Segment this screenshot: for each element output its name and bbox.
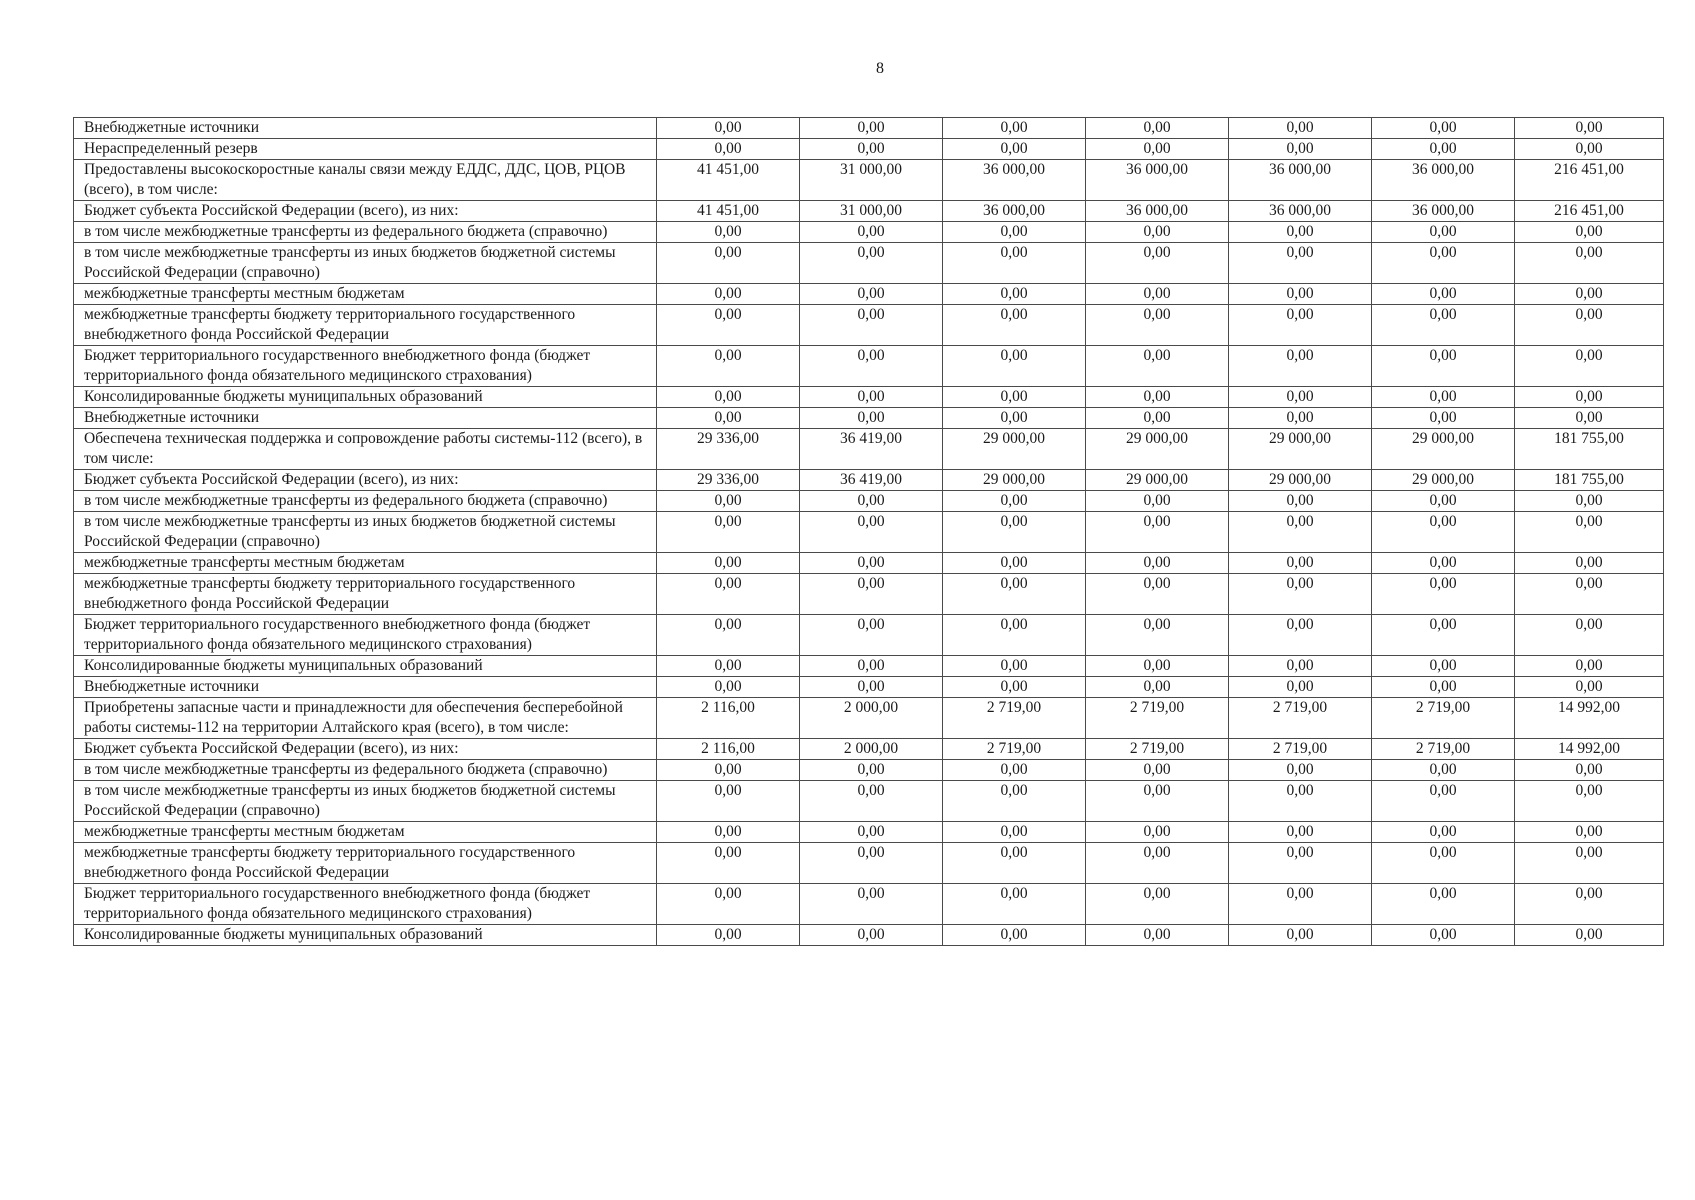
value-cell: 0,00 [943,843,1086,884]
total-cell: 0,00 [1515,243,1664,284]
value-cell: 0,00 [800,387,943,408]
value-cell: 0,00 [657,781,800,822]
value-cell: 0,00 [657,615,800,656]
table-row [74,346,1664,387]
table-row [74,760,1664,781]
value-cell: 29 336,00 [657,429,800,470]
table-row [74,284,1664,305]
value-cell: 0,00 [1086,656,1229,677]
value-cell: 2 000,00 [800,739,943,760]
budget-table-body [74,118,1664,946]
value-cell: 0,00 [1229,491,1372,512]
row-label: Бюджет территориального государственного внебюджетного фонда (бюджет территориального фонда обязательного медицинского страхования) [74,884,657,925]
table-row [74,139,1664,160]
value-cell: 0,00 [943,512,1086,553]
value-cell: 0,00 [1372,491,1515,512]
value-cell: 0,00 [1229,118,1372,139]
row-label: в том числе межбюджетные трансферты из федерального бюджета (справочно) [74,491,657,512]
value-cell: 0,00 [800,553,943,574]
table-row [74,925,1664,946]
value-cell: 0,00 [1086,574,1229,615]
value-cell: 0,00 [800,346,943,387]
value-cell: 0,00 [1229,781,1372,822]
row-label: Приобретены запасные части и принадлежности для обеспечения бесперебойной работы системы-112 на территории Алтайского края (всего), в том числе: [74,698,657,739]
value-cell: 0,00 [800,243,943,284]
value-cell: 0,00 [943,387,1086,408]
value-cell: 0,00 [1372,139,1515,160]
value-cell: 0,00 [1086,760,1229,781]
value-cell: 0,00 [1229,512,1372,553]
value-cell: 0,00 [1086,243,1229,284]
value-cell: 36 000,00 [943,201,1086,222]
value-cell: 0,00 [1229,760,1372,781]
value-cell: 0,00 [1229,305,1372,346]
row-label: Бюджет субъекта Российской Федерации (всего), из них: [74,739,657,760]
value-cell: 36 000,00 [1372,201,1515,222]
value-cell: 0,00 [1372,615,1515,656]
value-cell: 0,00 [657,305,800,346]
table-row [74,656,1664,677]
table-row [74,822,1664,843]
table-row [74,553,1664,574]
value-cell: 0,00 [657,491,800,512]
value-cell: 0,00 [657,387,800,408]
total-cell: 0,00 [1515,408,1664,429]
table-row [74,615,1664,656]
value-cell: 2 719,00 [1086,739,1229,760]
value-cell: 0,00 [800,408,943,429]
value-cell: 0,00 [657,243,800,284]
value-cell: 29 336,00 [657,470,800,491]
value-cell: 0,00 [657,822,800,843]
row-label: Бюджет территориального государственного внебюджетного фонда (бюджет территориального фонда обязательного медицинского страхования) [74,346,657,387]
value-cell: 0,00 [1372,656,1515,677]
value-cell: 0,00 [943,553,1086,574]
budget-table [73,117,1664,946]
value-cell: 0,00 [657,553,800,574]
table-row [74,408,1664,429]
value-cell: 0,00 [1372,305,1515,346]
value-cell: 0,00 [943,677,1086,698]
row-label: Консолидированные бюджеты муниципальных образований [74,925,657,946]
row-label: Бюджет субъекта Российской Федерации (всего), из них: [74,470,657,491]
value-cell: 0,00 [800,512,943,553]
value-cell: 0,00 [943,656,1086,677]
value-cell: 0,00 [1229,346,1372,387]
value-cell: 0,00 [800,305,943,346]
total-cell: 0,00 [1515,284,1664,305]
value-cell: 0,00 [800,222,943,243]
value-cell: 0,00 [943,346,1086,387]
total-cell: 0,00 [1515,222,1664,243]
value-cell: 0,00 [1086,408,1229,429]
value-cell: 0,00 [943,284,1086,305]
value-cell: 0,00 [1086,387,1229,408]
value-cell: 29 000,00 [943,470,1086,491]
table-row [74,843,1664,884]
total-cell: 0,00 [1515,574,1664,615]
total-cell: 14 992,00 [1515,739,1664,760]
total-cell: 0,00 [1515,346,1664,387]
table-row [74,387,1664,408]
table-row [74,491,1664,512]
value-cell: 36 000,00 [1229,160,1372,201]
value-cell: 2 719,00 [1372,739,1515,760]
value-cell: 0,00 [943,118,1086,139]
value-cell: 0,00 [1372,677,1515,698]
value-cell: 0,00 [657,284,800,305]
value-cell: 0,00 [1086,512,1229,553]
total-cell: 0,00 [1515,656,1664,677]
value-cell: 2 719,00 [943,739,1086,760]
value-cell: 0,00 [657,222,800,243]
value-cell: 0,00 [1372,387,1515,408]
value-cell: 36 000,00 [1372,160,1515,201]
value-cell: 36 419,00 [800,429,943,470]
value-cell: 0,00 [1372,574,1515,615]
value-cell: 0,00 [657,574,800,615]
value-cell: 0,00 [943,305,1086,346]
value-cell: 36 000,00 [943,160,1086,201]
value-cell: 0,00 [1229,677,1372,698]
value-cell: 2 116,00 [657,698,800,739]
value-cell: 0,00 [800,118,943,139]
total-cell: 14 992,00 [1515,698,1664,739]
row-label: Консолидированные бюджеты муниципальных образований [74,656,657,677]
value-cell: 29 000,00 [1229,470,1372,491]
total-cell: 0,00 [1515,512,1664,553]
value-cell: 0,00 [1229,615,1372,656]
row-label: в том числе межбюджетные трансферты из федерального бюджета (справочно) [74,222,657,243]
value-cell: 0,00 [800,884,943,925]
value-cell: 0,00 [943,139,1086,160]
total-cell: 0,00 [1515,884,1664,925]
row-label: в том числе межбюджетные трансферты из федерального бюджета (справочно) [74,760,657,781]
table-row [74,884,1664,925]
value-cell: 0,00 [1229,884,1372,925]
value-cell: 0,00 [1372,925,1515,946]
value-cell: 0,00 [1372,118,1515,139]
value-cell: 0,00 [1372,222,1515,243]
row-label: Обеспечена техническая поддержка и сопровождение работы системы-112 (всего), в том числе: [74,429,657,470]
table-row [74,470,1664,491]
value-cell: 0,00 [657,512,800,553]
value-cell: 0,00 [943,884,1086,925]
total-cell: 0,00 [1515,843,1664,884]
value-cell: 0,00 [1086,553,1229,574]
row-label: в том числе межбюджетные трансферты из иных бюджетов бюджетной системы Российской Федерации (справочно) [74,243,657,284]
value-cell: 0,00 [943,822,1086,843]
value-cell: 0,00 [1372,843,1515,884]
page-number: 8 [876,60,884,77]
value-cell: 0,00 [1086,615,1229,656]
value-cell: 0,00 [1086,491,1229,512]
value-cell: 0,00 [1086,222,1229,243]
value-cell: 0,00 [657,656,800,677]
budget-sheet [73,117,1663,946]
value-cell: 0,00 [1086,677,1229,698]
value-cell: 0,00 [1086,822,1229,843]
value-cell: 0,00 [1372,760,1515,781]
value-cell: 2 719,00 [943,698,1086,739]
value-cell: 0,00 [1229,553,1372,574]
value-cell: 2 719,00 [1372,698,1515,739]
table-row [74,222,1664,243]
value-cell: 2 719,00 [1229,739,1372,760]
value-cell: 0,00 [1229,656,1372,677]
value-cell: 0,00 [657,346,800,387]
table-row [74,698,1664,739]
value-cell: 0,00 [1086,346,1229,387]
total-cell: 0,00 [1515,491,1664,512]
total-cell: 0,00 [1515,615,1664,656]
row-label: в том числе межбюджетные трансферты из иных бюджетов бюджетной системы Российской Федерации (справочно) [74,512,657,553]
value-cell: 29 000,00 [1086,470,1229,491]
value-cell: 0,00 [657,408,800,429]
value-cell: 0,00 [943,781,1086,822]
value-cell: 0,00 [1086,139,1229,160]
value-cell: 0,00 [1372,884,1515,925]
value-cell: 0,00 [800,822,943,843]
value-cell: 2 719,00 [1086,698,1229,739]
row-label: Внебюджетные источники [74,408,657,429]
value-cell: 29 000,00 [1229,429,1372,470]
row-label: Нераспределенный резерв [74,139,657,160]
value-cell: 0,00 [1229,925,1372,946]
value-cell: 0,00 [1086,118,1229,139]
value-cell: 0,00 [657,118,800,139]
table-row [74,160,1664,201]
value-cell: 0,00 [1086,284,1229,305]
table-row [74,429,1664,470]
value-cell: 0,00 [1372,822,1515,843]
value-cell: 0,00 [800,781,943,822]
value-cell: 0,00 [1229,387,1372,408]
total-cell: 0,00 [1515,139,1664,160]
row-label: Бюджет субъекта Российской Федерации (всего), из них: [74,201,657,222]
total-cell: 0,00 [1515,553,1664,574]
row-label: в том числе межбюджетные трансферты из иных бюджетов бюджетной системы Российской Федерации (справочно) [74,781,657,822]
value-cell: 41 451,00 [657,160,800,201]
value-cell: 31 000,00 [800,160,943,201]
row-label: Бюджет территориального государственного внебюджетного фонда (бюджет территориального фонда обязательного медицинского страхования) [74,615,657,656]
total-cell: 0,00 [1515,387,1664,408]
value-cell: 36 000,00 [1086,160,1229,201]
value-cell: 0,00 [657,760,800,781]
value-cell: 36 000,00 [1086,201,1229,222]
value-cell: 0,00 [800,925,943,946]
value-cell: 2 000,00 [800,698,943,739]
total-cell: 216 451,00 [1515,160,1664,201]
value-cell: 2 116,00 [657,739,800,760]
value-cell: 0,00 [1372,512,1515,553]
value-cell: 0,00 [943,408,1086,429]
value-cell: 0,00 [1229,574,1372,615]
total-cell: 0,00 [1515,822,1664,843]
value-cell: 0,00 [943,574,1086,615]
total-cell: 0,00 [1515,781,1664,822]
row-label: Консолидированные бюджеты муниципальных образований [74,387,657,408]
value-cell: 0,00 [1086,925,1229,946]
row-label: Предоставлены высокоскоростные каналы связи между ЕДДС, ДДС, ЦОВ, РЦОВ (всего), в том числе: [74,160,657,201]
value-cell: 31 000,00 [800,201,943,222]
row-label: межбюджетные трансферты местным бюджетам [74,284,657,305]
value-cell: 0,00 [657,925,800,946]
value-cell: 41 451,00 [657,201,800,222]
table-row [74,118,1664,139]
value-cell: 0,00 [800,760,943,781]
value-cell: 29 000,00 [1372,429,1515,470]
total-cell: 181 755,00 [1515,470,1664,491]
value-cell: 0,00 [1086,843,1229,884]
value-cell: 0,00 [1229,843,1372,884]
row-label: Внебюджетные источники [74,118,657,139]
value-cell: 0,00 [1229,822,1372,843]
value-cell: 0,00 [800,491,943,512]
value-cell: 0,00 [1086,305,1229,346]
table-row [74,739,1664,760]
value-cell: 0,00 [1229,222,1372,243]
value-cell: 0,00 [943,760,1086,781]
value-cell: 0,00 [943,491,1086,512]
value-cell: 0,00 [657,139,800,160]
total-cell: 0,00 [1515,677,1664,698]
value-cell: 0,00 [800,843,943,884]
value-cell: 0,00 [800,139,943,160]
table-row [74,677,1664,698]
value-cell: 0,00 [1086,884,1229,925]
value-cell: 0,00 [1372,781,1515,822]
value-cell: 36 419,00 [800,470,943,491]
total-cell: 0,00 [1515,118,1664,139]
value-cell: 0,00 [1229,139,1372,160]
value-cell: 29 000,00 [943,429,1086,470]
table-row [74,201,1664,222]
value-cell: 0,00 [800,656,943,677]
value-cell: 29 000,00 [1372,470,1515,491]
value-cell: 0,00 [1372,284,1515,305]
total-cell: 216 451,00 [1515,201,1664,222]
value-cell: 0,00 [1086,781,1229,822]
value-cell: 2 719,00 [1229,698,1372,739]
row-label: межбюджетные трансферты бюджету территориального государственного внебюджетного фонда Российской Федерации [74,843,657,884]
value-cell: 0,00 [1372,553,1515,574]
value-cell: 0,00 [943,243,1086,284]
value-cell: 0,00 [1372,408,1515,429]
table-row [74,305,1664,346]
row-label: межбюджетные трансферты местным бюджетам [74,822,657,843]
table-row [74,781,1664,822]
value-cell: 0,00 [800,574,943,615]
value-cell: 0,00 [800,284,943,305]
value-cell: 0,00 [800,615,943,656]
table-row [74,243,1664,284]
row-label: межбюджетные трансферты местным бюджетам [74,553,657,574]
total-cell: 0,00 [1515,760,1664,781]
table-row [74,512,1664,553]
total-cell: 0,00 [1515,925,1664,946]
value-cell: 0,00 [1229,408,1372,429]
row-label: Внебюджетные источники [74,677,657,698]
total-cell: 0,00 [1515,305,1664,346]
value-cell: 0,00 [657,843,800,884]
value-cell: 0,00 [1229,243,1372,284]
value-cell: 0,00 [657,884,800,925]
value-cell: 0,00 [943,615,1086,656]
value-cell: 0,00 [800,677,943,698]
table-row [74,574,1664,615]
value-cell: 29 000,00 [1086,429,1229,470]
value-cell: 0,00 [1372,346,1515,387]
value-cell: 36 000,00 [1229,201,1372,222]
row-label: межбюджетные трансферты бюджету территориального государственного внебюджетного фонда Российской Федерации [74,574,657,615]
value-cell: 0,00 [1372,243,1515,284]
total-cell: 181 755,00 [1515,429,1664,470]
value-cell: 0,00 [943,925,1086,946]
value-cell: 0,00 [943,222,1086,243]
value-cell: 0,00 [1229,284,1372,305]
row-label: межбюджетные трансферты бюджету территориального государственного внебюджетного фонда Российской Федерации [74,305,657,346]
value-cell: 0,00 [657,677,800,698]
